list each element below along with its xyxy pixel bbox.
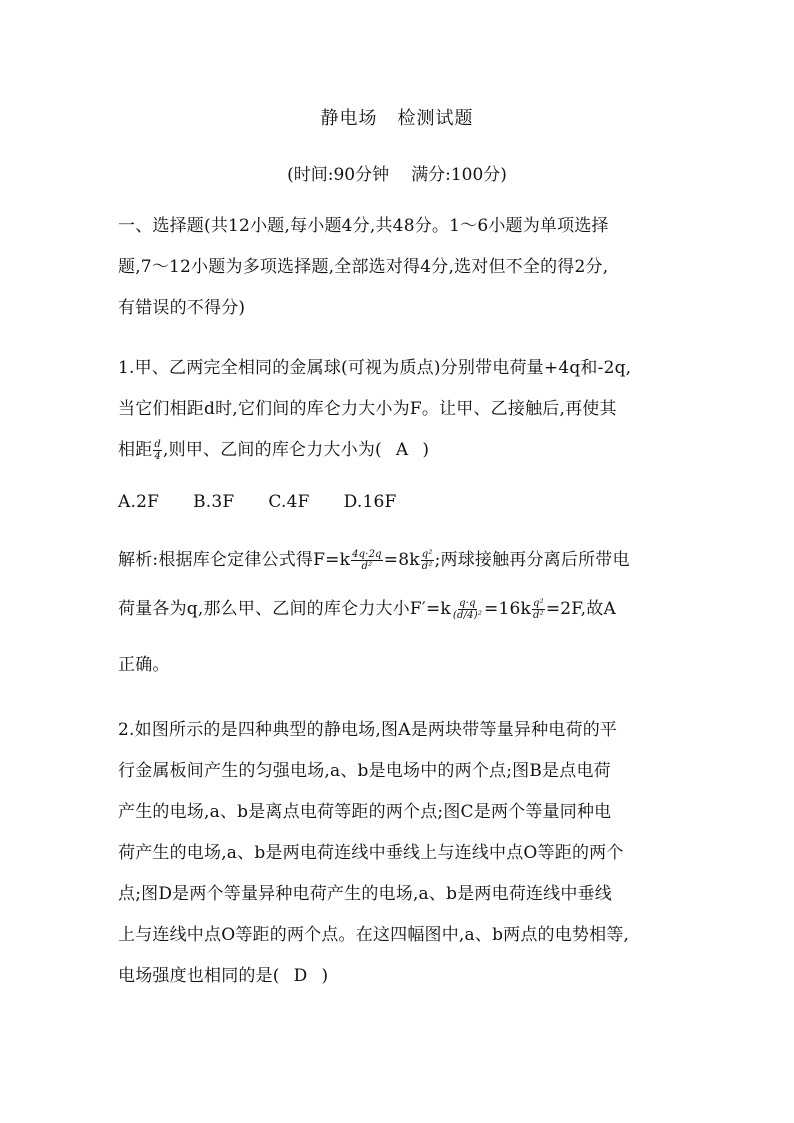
section-1-line-2: 题,7～12小题为多项选择题,全部选对得4分,选对但不全的得2分, <box>118 257 609 277</box>
question-1-solution <box>118 540 688 686</box>
section-1-instructions <box>118 206 688 329</box>
question-2 <box>118 710 688 997</box>
option-b: B.3F <box>193 492 235 512</box>
question-2-line-1: 2.如图所示的是四种典型的静电场,图A是两块带等量异种电荷的平 <box>118 720 618 740</box>
question-1-options <box>118 482 688 523</box>
option-a: A.2F <box>118 492 160 512</box>
title-part-1: 静电场 <box>320 108 378 129</box>
question-1 <box>118 348 688 471</box>
option-d: D.16F <box>343 492 397 512</box>
question-2-line-4: 荷产生的电场,a、b是两电荷连线中垂线上与连线中点O等距的两个 <box>118 843 624 863</box>
title-part-2: 检测试题 <box>397 108 474 129</box>
question-1-line-3: 相距 $\frac{d}{4}$ ,则甲、乙间的库仑力大小为( A ) <box>118 430 688 471</box>
question-2-line-3: 产生的电场,a、b是离点电荷等距的两个点;图C是两个等量同种电 <box>118 802 612 822</box>
full-score: 满分:100分) <box>411 165 507 185</box>
formula-fraction-4: $\frac{\text{q²}}{\text{d²}}$ <box>533 598 544 621</box>
question-2-line-7: 电场强度也相同的是( D ) <box>118 956 688 997</box>
formula-fraction-1: $\frac{4q\cdot 2q}{\text{d²}}$ <box>352 549 382 572</box>
question-1-answer: A <box>395 440 409 460</box>
question-2-line-6: 上与连线中点O等距的两个点。在这四幅图中,a、b两点的电势相等, <box>118 925 630 945</box>
section-1-line-3: 有错误的不得分) <box>118 298 246 318</box>
exam-info <box>0 160 794 185</box>
question-2-line-5: 点;图D是两个等量异种电荷产生的电场,a、b是两电荷连线中垂线 <box>118 884 612 904</box>
question-1-line-1: 1.甲、乙两完全相同的金属球(可视为质点)分别带电荷量+4q和-2q, <box>118 358 632 378</box>
formula-fraction-2: $\frac{\text{q²}}{\text{d²}}$ <box>421 549 433 572</box>
question-2-line-2: 行金属板间产生的匀强电场,a、b是电场中的两个点;图B是点电荷 <box>118 761 611 781</box>
solution-line-3: 正确。 <box>118 655 170 675</box>
page-title <box>0 104 794 130</box>
time-limit: (时间:90分钟 <box>287 165 390 185</box>
question-2-answer: D <box>293 966 308 986</box>
section-1-line-1: 一、选择题(共12小题,每小题4分,共48分。1～6小题为单项选择 <box>118 216 609 236</box>
formula-fraction-3: $\frac{q\cdot q}{\text{(d/4)²}}$ <box>452 598 483 621</box>
question-1-line-2: 当它们相距d时,它们间的库仑力大小为F。让甲、乙接触后,再使其 <box>118 399 617 419</box>
option-c: C.4F <box>268 492 310 512</box>
solution-line-1: 解析:根据库仑定律公式得F=k $\frac{4q\cdot 2q}{\text{d²}}$ =8k $\frac{\text{q²}}{\text{d²}}$ ;两球接触再分离后所带电 <box>118 549 630 572</box>
solution-line-2: 荷量各为q,那么甲、乙间的库仑力大小F′=k $\frac{q\cdot q}{\text{(d/4)²}}$ =16k $\frac{\text{q²}}{\text{d²}}$ =2F,故A <box>118 598 616 621</box>
fraction-d-over-4: $\frac{d}{4}$ <box>154 439 162 462</box>
